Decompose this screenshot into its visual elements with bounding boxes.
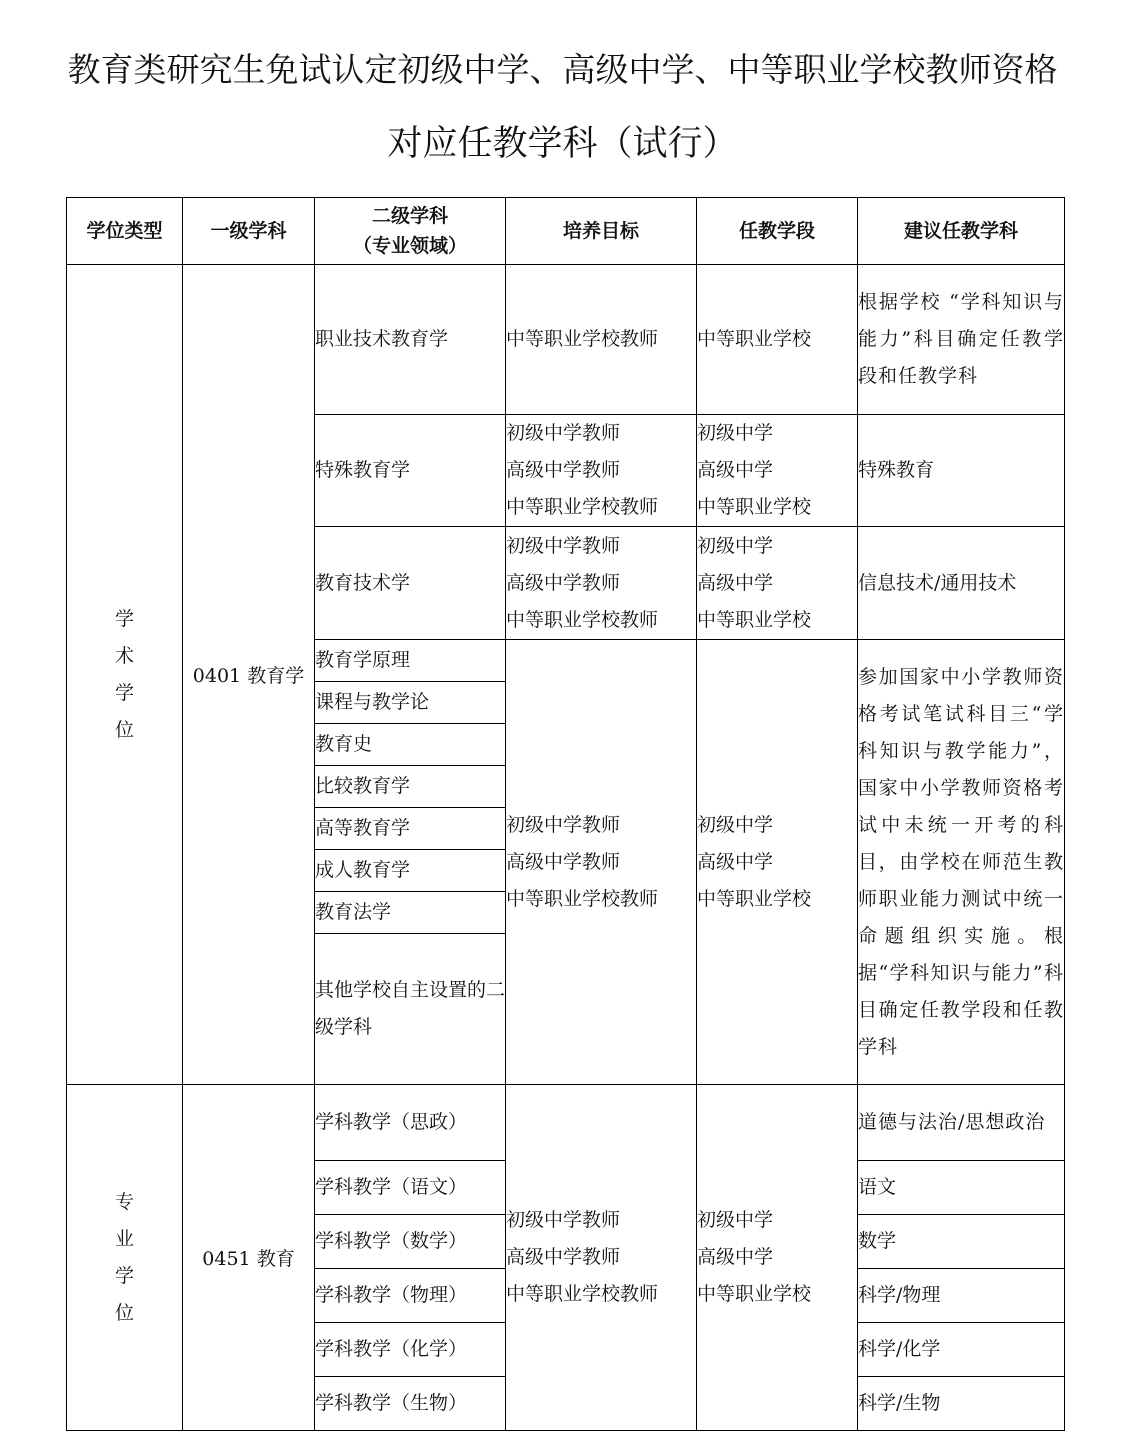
second-level-cell: 高等教育学: [315, 808, 506, 850]
academic-degree-char: 学: [114, 681, 134, 704]
suggested-cell: 科学/物理: [858, 1269, 1065, 1323]
stage-cell: [697, 527, 858, 640]
header-goal: 培养目标: [506, 198, 697, 265]
stage-line: 初级中学: [697, 422, 774, 444]
suggested-cell: 特殊教育: [858, 415, 1065, 527]
goal-cell: [506, 415, 697, 527]
academic-degree-char: 位: [114, 718, 134, 741]
suggested-cell: 数学: [858, 1215, 1065, 1269]
professional-degree-char: 学: [114, 1264, 134, 1287]
professional-degree-char: 专: [114, 1190, 134, 1213]
goal-line: 高级中学教师: [506, 571, 621, 594]
goal-line: 初级中学教师: [506, 534, 621, 557]
goal-line: 初级中学教师: [506, 1209, 621, 1231]
second-level-cell: 学科教学（思政）: [315, 1085, 506, 1161]
stage-cell: [697, 415, 858, 527]
suggested-cell: 语文: [858, 1161, 1065, 1215]
stage-cell: [697, 640, 858, 1085]
stage-line: 初级中学: [697, 1209, 774, 1231]
stage-line: 初级中学: [697, 813, 774, 836]
second-level-cell: 学科教学（语文）: [315, 1161, 506, 1215]
second-level-cell: 学科教学（化学）: [315, 1323, 506, 1377]
stage-line: 中等职业学校: [697, 496, 812, 518]
document-title-line-2: 对应任教学科（试行）: [387, 124, 738, 164]
stage-line: 中等职业学校: [697, 328, 812, 350]
academic-degree-char: 学: [114, 607, 134, 630]
header-stage: 任教学段: [697, 198, 858, 265]
suggested-cell: 道德与法治/思想政治: [858, 1085, 1065, 1161]
suggested-cell: 根据学校 “学科知识与能力”科目确定任教学段和任教学科: [858, 265, 1065, 415]
professional-first-level: 0451 教育: [183, 1085, 315, 1431]
table-row: [67, 265, 1065, 415]
table-row: [67, 1085, 1065, 1161]
second-level-cell: 成人教育学: [315, 850, 506, 892]
document-title-line-1: 教育类研究生免试认定初级中学、高级中学、中等职业学校教师资格: [67, 50, 1058, 89]
academic-degree-char: 术: [114, 644, 134, 667]
suggested-cell: 参加国家中小学教师资格考试笔试科目三“学科知识与教学能力”，国家中小学教师资格考试中未统一开考的科目，由学校在师范生教师职业能力测试中统一命题组织实施。根据“学科知识与能力”科目确定任教学段和任教学科: [858, 640, 1065, 1085]
goal-line: 中等职业学校教师: [506, 608, 659, 631]
goal-line: 初级中学教师: [506, 422, 621, 444]
goal-cell: [506, 1085, 697, 1431]
suggested-cell: 信息技术/通用技术: [858, 527, 1065, 640]
professional-degree-cell: [67, 1085, 183, 1431]
suggested-cell: 科学/化学: [858, 1323, 1065, 1377]
second-level-cell: 其他学校自主设置的二级学科: [315, 934, 506, 1085]
header-row: [67, 198, 1065, 265]
second-level-cell: 课程与教学论: [315, 682, 506, 724]
stage-line: 高级中学: [697, 850, 774, 873]
stage-line: 高级中学: [697, 571, 774, 594]
suggested-cell: 科学/生物: [858, 1377, 1065, 1431]
stage-cell: [697, 1085, 858, 1431]
header-second-level-line1: 二级学科: [371, 205, 448, 227]
stage-line: 中等职业学校: [697, 887, 812, 910]
header-degree-type: 学位类型: [67, 198, 183, 265]
goal-cell: [506, 640, 697, 1085]
subject-table: [66, 197, 1065, 1431]
stage-line: 中等职业学校: [697, 1283, 812, 1305]
goal-line: 中等职业学校教师: [506, 496, 659, 518]
second-level-cell: 比较教育学: [315, 766, 506, 808]
second-level-cell: 学科教学（生物）: [315, 1377, 506, 1431]
second-level-cell: 教育法学: [315, 892, 506, 934]
stage-line: 高级中学: [697, 459, 774, 481]
stage-line: 初级中学: [697, 534, 774, 557]
professional-degree-char: 位: [114, 1301, 134, 1324]
stage-cell: [697, 265, 858, 415]
stage-line: 高级中学: [697, 1246, 774, 1268]
second-level-cell: 教育技术学: [315, 527, 506, 640]
second-level-cell: 学科教学（物理）: [315, 1269, 506, 1323]
second-level-cell: 教育史: [315, 724, 506, 766]
header-suggested: 建议任教学科: [858, 198, 1065, 265]
second-level-cell: 特殊教育学: [315, 415, 506, 527]
second-level-cell: 学科教学（数学）: [315, 1215, 506, 1269]
header-second-level: [315, 198, 506, 265]
goal-line: 高级中学教师: [506, 459, 621, 481]
goal-line: 中等职业学校教师: [506, 887, 659, 910]
header-first-level: 一级学科: [183, 198, 315, 265]
professional-degree-char: 业: [114, 1227, 134, 1250]
second-level-cell: 教育学原理: [315, 640, 506, 682]
goal-cell: [506, 527, 697, 640]
academic-first-level: 0401 教育学: [183, 265, 315, 1085]
goal-line: 高级中学教师: [506, 850, 621, 873]
goal-line: 初级中学教师: [506, 813, 621, 836]
goal-line: 中等职业学校教师: [506, 1283, 659, 1305]
goal-line: 高级中学教师: [506, 1246, 621, 1268]
second-level-cell: 职业技术教育学: [315, 265, 506, 415]
goal-cell: [506, 265, 697, 415]
academic-degree-cell: [67, 265, 183, 1085]
stage-line: 中等职业学校: [697, 608, 812, 631]
goal-line: 中等职业学校教师: [506, 328, 659, 350]
header-second-level-line2: （专业领域）: [352, 235, 467, 257]
